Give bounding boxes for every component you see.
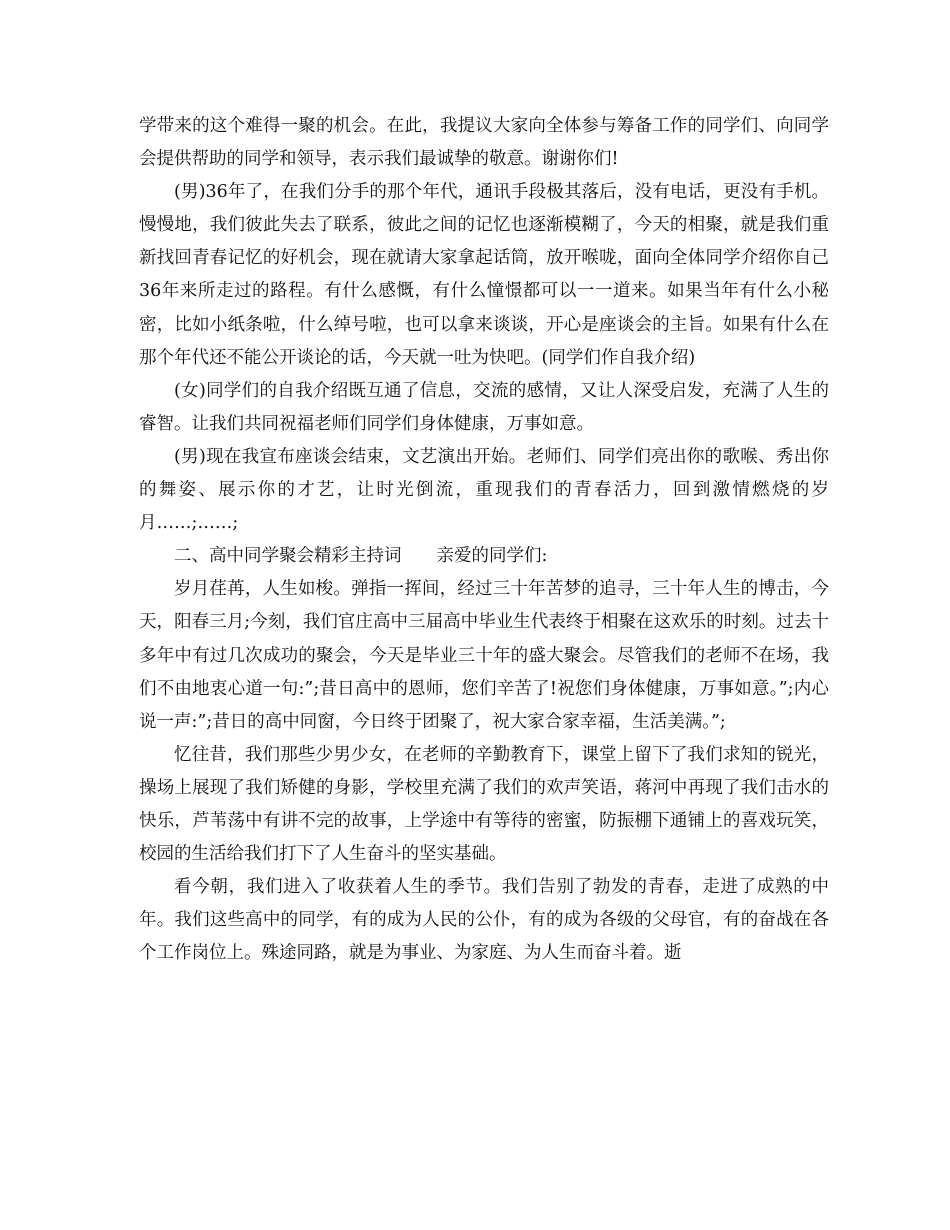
paragraph-male-host-36-years: (男)36年了，在我们分手的那个年代，通讯手段极其落后，没有电话，更没有手机。慢慢地，我们彼此失去了联系，彼此之间的记忆也逐渐模糊了，今天的相聚，就是我们重新找回青春记忆的好机会，现在就请大家拿起话筒，放开喉咙，面向全体同学介绍你自己36年来所走过的路程。有什么感慨，有什么憧憬都可以一一道来。如果当年有什么小秘密，比如小纸条啦，什么绰号啦，也可以拿来谈谈，开心是座谈会的主旨。如果有什么在那个年代还不能公开谈论的话，今天就一吐为快吧。(同学们作自我介绍)	[139, 182, 829, 368]
document-body	[139, 110, 829, 970]
paragraph-continued-intro: 学带来的这个难得一聚的机会。在此，我提议大家向全体参与筹备工作的同学们、向同学会提供帮助的同学和领导，表示我们最诚挚的敬意。谢谢你们!	[139, 116, 829, 170]
paragraph-recall-past: 忆往昔，我们那些少男少女，在老师的辛勤教育下，课堂上留下了我们求知的锐光，操场上展现了我们矫健的身影，学校里充满了我们的欢声笑语，蒋河中再现了我们击水的快乐，芦苇荡中有讲不完的故事，上学途中有等待的密蜜，防振棚下通铺上的喜戏玩笑，校园的生活给我们打下了人生奋斗的坚实基础。	[139, 744, 829, 865]
paragraph-female-host-blessing: (女)同学们的自我介绍既互通了信息，交流的感情，又让人深受启发，充满了人生的睿智。让我们共同祝福老师们同学们身体健康，万事如意。	[139, 380, 829, 434]
section-heading-two: 二、高中同学聚会精彩主持词 亲爱的同学们:	[174, 546, 548, 567]
paragraph-look-today: 看今朝，我们进入了收获着人生的季节。我们告别了勃发的青春，走进了成熟的中年。我们这些高中的同学，有的成为人民的公仆，有的成为各级的父母官，有的奋战在各个工作岗位上。殊途同路，就是为事业、为家庭、为人生而奋斗着。逝	[139, 877, 829, 964]
paragraph-years-fly: 岁月荏苒，人生如梭。弹指一挥间，经过三十年苦梦的追寻，三十年人生的博击，今天，阳春三月;今刻，我们官庄高中三届高中毕业生代表终于相聚在这欢乐的时刻。过去十多年中有过几次成功的聚会，今天是毕业三十年的盛大聚会。尽管我们的老师不在场，我们不由地衷心道一句:”;昔日高中的恩师，您们辛苦了!祝您们身体健康，万事如意。”;内心说一声:”;昔日的高中同窗，今日终于团聚了，祝大家合家幸福，生活美满。”;	[139, 579, 829, 732]
paragraph-male-host-performance: (男)现在我宣布座谈会结束，文艺演出开始。老师们、同学们亮出你的歌喉、秀出你的舞姿、展示你的才艺，让时光倒流，重现我们的青春活力，回到激情燃烧的岁月……;……;	[139, 446, 829, 534]
